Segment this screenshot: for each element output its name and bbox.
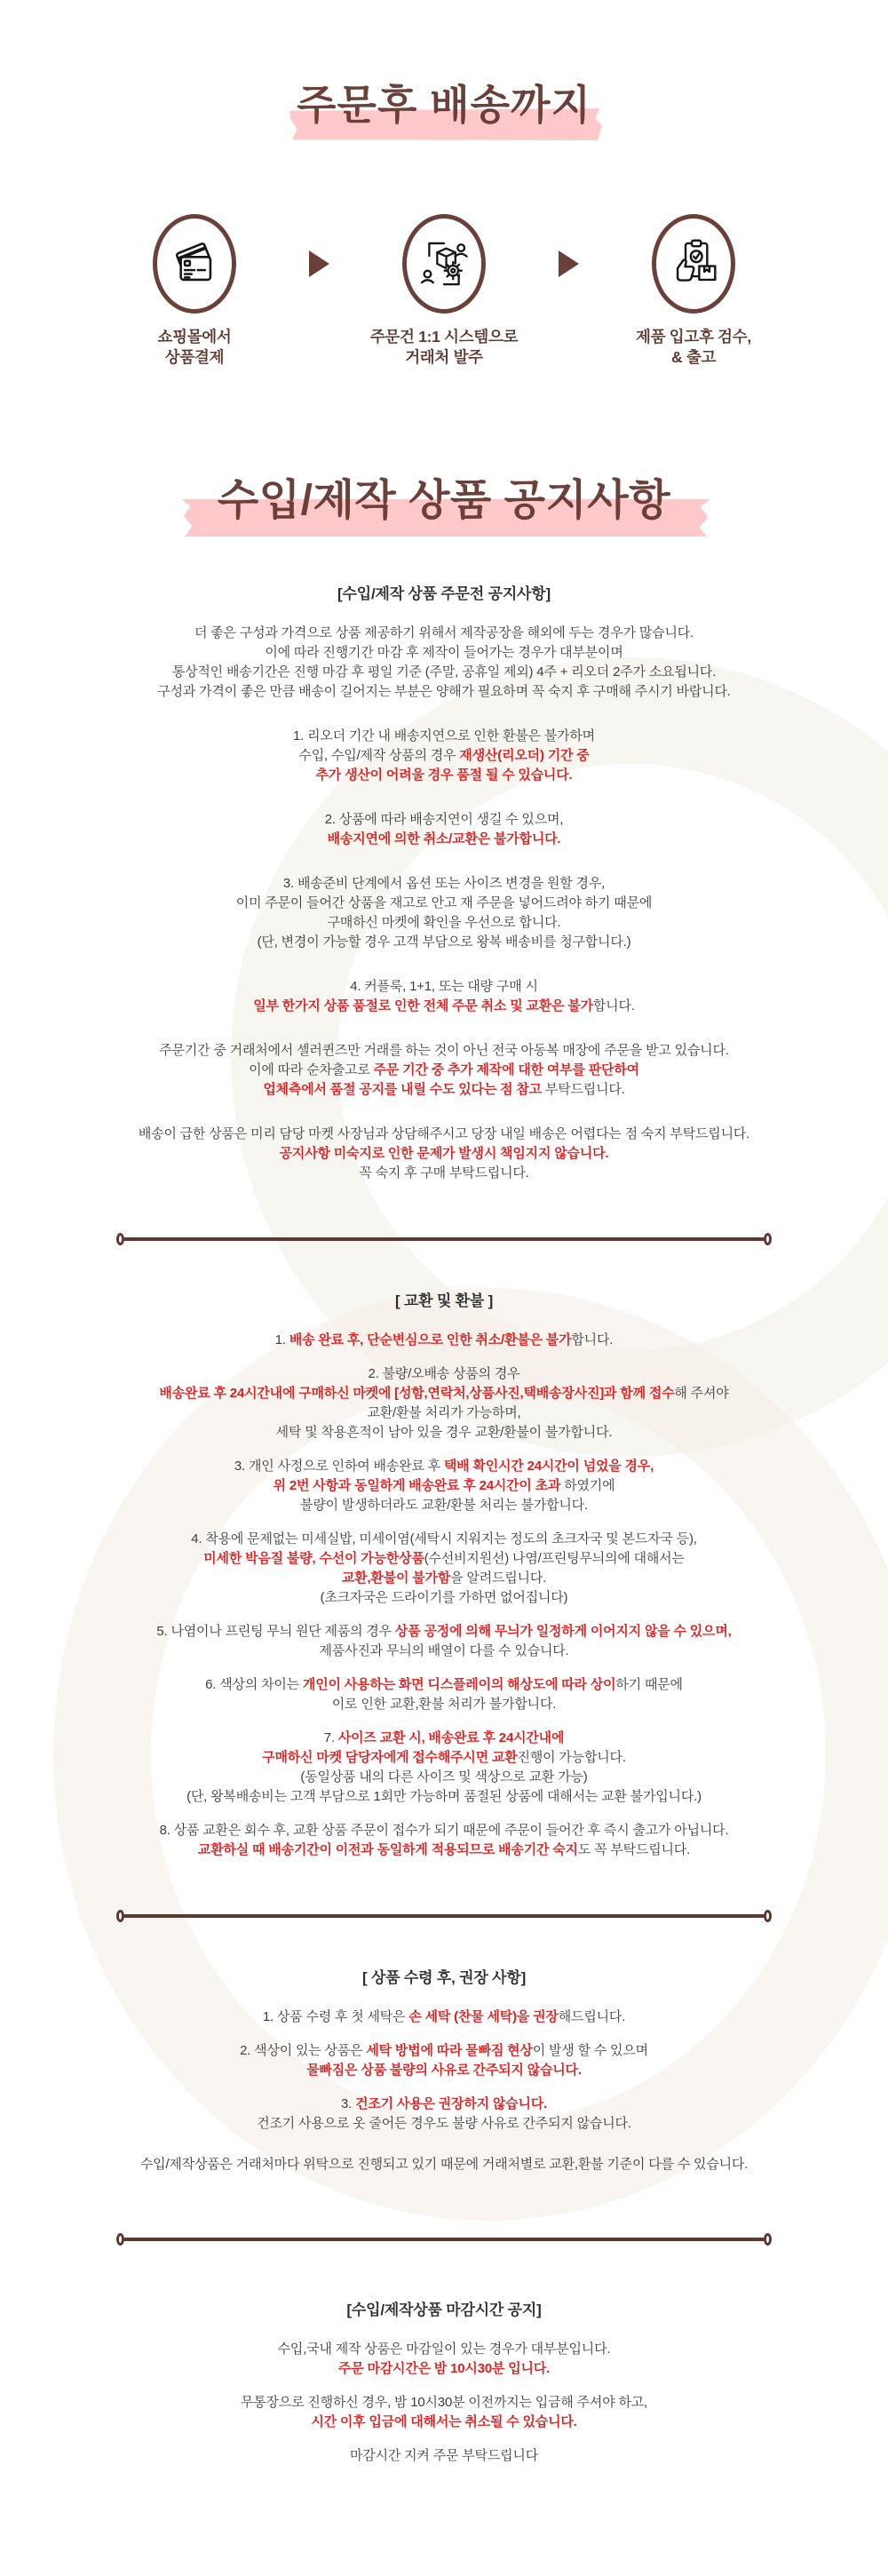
- step-label-line: 거래처 발주: [405, 348, 483, 366]
- notice-line: [0, 810, 888, 830]
- emphasis-text: 배송지연에 의한 취소/교환은 불가합니다.: [327, 831, 561, 847]
- plain-text: 도 꼭 부탁드립니다.: [577, 1842, 691, 1857]
- notice-line: [0, 2393, 888, 2413]
- notice-line: [0, 1423, 888, 1443]
- notice-line: [0, 1787, 888, 1807]
- emphasis-text: 공지사항 미숙지로 인한 문제가 발생시 책임지지 않습니다.: [279, 1146, 609, 1161]
- notice-line: [0, 1144, 888, 1164]
- emphasis-text: 주문 기간 중 추가 제작에 대한 여부를 판단하여: [373, 1062, 639, 1077]
- plain-text: 이에 따라 순차출고로: [249, 1062, 374, 1077]
- notice-title: 수입/제작 상품 공지사항: [217, 477, 671, 524]
- emphasis-text: 사이즈 교환 시, 배송완료 후 24시간내에: [337, 1730, 565, 1745]
- process-step-order-system: [333, 214, 555, 368]
- notice-line: [0, 1476, 888, 1496]
- emphasis-text: 물빠짐은 상품 불량의 사유로 간주되지 않습니다.: [306, 2063, 582, 2078]
- notice-line: [0, 997, 888, 1016]
- emphasis-text: 건조기 사용은 권장하지 않습니다.: [355, 2096, 547, 2111]
- plain-text: 하였기에: [560, 1478, 615, 1493]
- step-label-line: 제품 입고후 검수,: [636, 328, 751, 346]
- emphasis-text: 손 세탁 (찬물 세탁)을 권장: [408, 2009, 559, 2024]
- credit-card-icon: [153, 214, 236, 314]
- notice-paragraph: [0, 2041, 888, 2080]
- notice-line: [0, 1569, 888, 1588]
- emphasis-text: 배송 완료 후, 단순변심으로 인한 취소/환불은 불가: [289, 1332, 572, 1348]
- notice-line: [0, 1768, 888, 1787]
- notice-paragraph: [0, 1729, 888, 1807]
- notice-line: [0, 913, 888, 933]
- notice-paragraph: [0, 2155, 888, 2174]
- notice-paragraph: [0, 2008, 888, 2027]
- emphasis-text: 교환,환불이 불가함: [341, 1570, 451, 1586]
- plain-text: 7.: [323, 1730, 338, 1745]
- notice-body: [0, 584, 888, 2466]
- step-label-line: & 출고: [670, 348, 717, 366]
- emphasis-text: 택배 확인시간 24시간이 넘었을 경우,: [443, 1459, 654, 1474]
- notice-paragraph: [0, 2095, 888, 2134]
- plain-text: (동일상품 내의 다른 사이즈 및 색상으로 교환 가능): [300, 1769, 588, 1785]
- ring-icon: [764, 1233, 772, 1245]
- plain-text: 제품사진과 무늬의 배열이 다를 수 있습니다.: [319, 1643, 569, 1658]
- plain-text: (수선비지원선) 나염/프린팅무늬의에 대해서는: [424, 1551, 685, 1566]
- notice-line: [0, 2008, 888, 2027]
- notice-line: [0, 1549, 888, 1569]
- notice-line: [0, 1384, 888, 1403]
- inspection-icon: [652, 214, 735, 314]
- notice-line: [0, 830, 888, 849]
- plain-text: 1.: [274, 1332, 289, 1348]
- step-label: [583, 327, 805, 368]
- notice-paragraph: [0, 977, 888, 1016]
- emphasis-text: 미세한 박음질 불량, 수선이 가능한상품: [203, 1551, 424, 1566]
- notice-line: [0, 2155, 888, 2174]
- plain-text: 합니다.: [571, 1332, 614, 1348]
- notice-line: [0, 746, 888, 766]
- notice-line: [0, 933, 888, 952]
- emphasis-text: 상품 공정에 의해 무늬가 일정하게 이어지지 않을 수 있으며,: [394, 1624, 732, 1639]
- notice-line: [0, 1588, 888, 1608]
- emphasis-text: 추가 생산이 어려울 경우 품절 될 수 있습니다.: [315, 767, 573, 783]
- notice-line: [0, 2041, 888, 2061]
- plain-text: 주문기간 중 거래처에서 셀러퀸즈만 거래를 하는 것이 아닌 전국 아동복 매장에 주문을 받고 있습니다.: [159, 1043, 729, 1058]
- emphasis-text: 업체측에서 품절 공지를 내릴 수도 있다는 점 참고: [263, 1082, 542, 1097]
- emphasis-text: 세탁 방법에 따라 물빠짐 현상: [366, 2043, 533, 2058]
- notice-line: [0, 2413, 888, 2432]
- section-divider: [116, 1910, 772, 1922]
- plain-text: 구매하신 마켓에 확인을 우선으로 합니다.: [327, 915, 561, 930]
- plain-text: 해 주셔야: [674, 1386, 729, 1401]
- divider-line: [123, 1914, 765, 1918]
- plain-text: 6. 색상의 차이는: [205, 1677, 303, 1692]
- plain-text: 건조기 사용으로 옷 줄어든 경우도 불량 사유로 간주되지 않습니다.: [257, 2116, 631, 2131]
- plain-text: 세탁 및 착용흔적이 남아 있을 경우 교환/환불이 불가합니다.: [275, 1425, 613, 1440]
- notice-line: [0, 894, 888, 913]
- notice-paragraph: [0, 1125, 888, 1183]
- notice-paragraph: [0, 1331, 888, 1350]
- notice-paragraph: [0, 1530, 888, 1608]
- divider-line: [123, 2238, 765, 2241]
- notice-line: [0, 1729, 888, 1748]
- notice-line: [0, 2061, 888, 2080]
- plain-text: 4. 착용에 문제없는 미세실밥, 미세이염(세탁시 지워지는 정도의 초크자국 및 본드자국 등),: [191, 1531, 697, 1546]
- notice-line: [0, 1080, 888, 1100]
- plain-text: 교환/환불 처리가 가능하며,: [367, 1405, 521, 1420]
- step-label-line: 상품결제: [164, 348, 225, 366]
- notice-paragraph: [0, 2340, 888, 2379]
- notice-line: [0, 682, 888, 702]
- notice-line: [0, 1041, 888, 1061]
- plain-text: 1. 리오더 기간 내 배송지연으로 인한 환불은 불가하며: [293, 728, 595, 743]
- plain-text: (초크자국은 드라이기를 가하면 없어집니다): [320, 1590, 568, 1605]
- delivery-process-steps: [0, 214, 888, 368]
- plain-text: 3. 배송준비 단계에서 옵션 또는 사이즈 변경을 원할 경우,: [282, 876, 606, 891]
- notice-line: [0, 1457, 888, 1476]
- plain-text: 2. 색상이 있는 상품은: [240, 2043, 367, 2058]
- notice-line: [0, 1748, 888, 1768]
- notice-line: [0, 2340, 888, 2359]
- emphasis-text: 재생산(리오더) 기간 중: [459, 748, 590, 763]
- plain-text: 수입/제작상품은 거래처마다 위탁으로 진행되고 있기 때문에 거래처별로 교환,환불 기준이 다를 수 있습니다.: [139, 2157, 749, 2172]
- arrow-right-icon: [559, 250, 579, 277]
- emphasis-text: 일부 한가지 상품 품절로 인한 전체 주문 취소 및 교환은 불가: [253, 998, 593, 1014]
- plain-text: 합니다.: [592, 998, 635, 1014]
- notice-paragraph: [0, 1622, 888, 1661]
- notice-line: [0, 1642, 888, 1661]
- emphasis-text: 배송완료 후 24시간내에 구매하신 마켓에 [성함,연락처,상품사진,택배송장사진]과 함께 접수: [159, 1386, 675, 1401]
- notice-line: [0, 2446, 888, 2466]
- notice-paragraph: [0, 624, 888, 702]
- notice-paragraph: [0, 1041, 888, 1100]
- notice-paragraph: [0, 2393, 888, 2432]
- notice-line: [0, 1622, 888, 1642]
- arrow-right-icon: [309, 250, 329, 277]
- notice-line: [0, 874, 888, 894]
- notice-line: [0, 1125, 888, 1144]
- notice-line: [0, 1403, 888, 1423]
- notice-paragraph: [0, 1821, 888, 1860]
- plain-text: 3. 개인 사정으로 인하여 배송완료 후: [234, 1459, 444, 1474]
- step-label: [333, 327, 555, 368]
- emphasis-text: 개인이 사용하는 화면 디스플레이의 해상도에 따라 상이: [302, 1677, 616, 1692]
- emphasis-text: 시간 이후 입금에 대해서는 취소될 수 있습니다.: [311, 2414, 577, 2429]
- notice-paragraph: [0, 2446, 888, 2466]
- plain-text: 배송이 급한 상품은 미리 담당 마켓 사장님과 상담해주시고 당장 내일 배송은 어렵다는 점 숙지 부탁드립니다.: [138, 1126, 750, 1141]
- plain-text: 이로 인한 교환,환불 처리가 불가합니다.: [331, 1697, 557, 1712]
- plain-text: 2. 상품에 따라 배송지연이 생길 수 있으며,: [324, 812, 564, 827]
- notice-line: [0, 977, 888, 997]
- notice-line: [0, 2114, 888, 2134]
- step-label-line: 쇼핑몰에서: [157, 328, 232, 346]
- plain-text: (단, 왕복배송비는 고객 부담으로 1회만 가능하며 품절된 상품에 대해서는 교환 불가입니다.): [186, 1789, 702, 1804]
- notice-line: [0, 1530, 888, 1549]
- plain-text: 불량이 발생하더라도 교환/환불 처리는 불가합니다.: [300, 1498, 588, 1513]
- plain-text: 이에 따라 진행기간 마감 후 제작이 들어가는 경우가 대부분이며: [265, 645, 623, 660]
- notice-line: [0, 766, 888, 785]
- plain-text: 무통장으로 진행하신 경우, 밤 10시30분 이전까지는 입금해 주셔야 하고,: [240, 2395, 648, 2410]
- notice-paragraph: [0, 810, 888, 849]
- notice-line: [0, 1821, 888, 1841]
- notice-line: [0, 624, 888, 643]
- plain-text: 하기 때문에: [615, 1677, 683, 1692]
- notice-line: [0, 1061, 888, 1080]
- plain-text: 해드립니다.: [558, 2009, 626, 2024]
- plain-text: 마감시간 지켜 주문 부탁드립니다: [350, 2448, 538, 2463]
- section-header: [수입/제작상품 마감시간 공지]: [346, 2302, 542, 2318]
- emphasis-text: 위 2번 사항과 동일하게 배송완료 후 24시간이 초과: [273, 1478, 561, 1493]
- plain-text: 부탁드립니다.: [541, 1082, 625, 1097]
- section-divider: [116, 2233, 772, 2246]
- plain-text: 을 알려드립니다.: [450, 1570, 547, 1586]
- notice-line: [0, 1364, 888, 1384]
- step-label-line: 주문건 1:1 시스템으로: [369, 328, 519, 346]
- plain-text: 4. 커플룩, 1+1, 또는 대량 구매 시: [350, 979, 538, 994]
- notice-line: [0, 1695, 888, 1714]
- plain-text: 통상적인 배송기간은 진행 마감 후 평일 기준 (주말, 공휴일 제외) 4주 + 리오더 2주가 소요됩니다.: [171, 664, 717, 680]
- notice-paragraph: [0, 1364, 888, 1443]
- divider-line: [123, 1237, 765, 1241]
- section-header: [ 교환 및 환불 ]: [394, 1292, 494, 1309]
- notice-section-title: [218, 476, 670, 526]
- emphasis-text: 교환하실 때 배송기간이 이전과 동일하게 적용되므로 배송기간 숙지: [197, 1842, 578, 1857]
- notice-paragraph: [0, 874, 888, 952]
- plain-text: 5. 나염이나 프린팅 무늬 원단 제품의 경우: [156, 1624, 395, 1639]
- notice-paragraph: [0, 727, 888, 785]
- notice-line: [0, 1496, 888, 1515]
- plain-text: 수입, 수입/제작 상품의 경우: [298, 748, 460, 763]
- notice-line: [0, 1164, 888, 1183]
- ring-icon: [764, 1910, 772, 1922]
- plain-text: 구성과 가격이 좋은 만큼 배송이 길어지는 부분은 양해가 필요하며 꼭 숙지 후 구매해 주시기 바랍니다.: [157, 684, 731, 699]
- order-system-icon: [402, 214, 486, 314]
- plain-text: 8. 상품 교환은 회수 후, 교환 상품 주문이 접수가 되기 때문에 주문이 들어간 후 즉시 출고가 아닙니다.: [159, 1823, 729, 1838]
- plain-text: (단, 변경이 가능할 경우 고객 부담으로 왕복 배송비를 청구합니다.): [257, 934, 631, 950]
- notice-line: [0, 2095, 888, 2114]
- delivery-process-title: [297, 82, 591, 129]
- plain-text: 더 좋은 구성과 가격으로 상품 제공하기 위해서 제작공장을 해외에 두는 경우가 많습니다.: [194, 625, 694, 640]
- section-divider: [116, 1233, 772, 1245]
- notice-line: [0, 663, 888, 682]
- notice-paragraph: [0, 1457, 888, 1515]
- section-header: [수입/제작 상품 주문전 공지사항]: [337, 585, 551, 602]
- notice-line: [0, 727, 888, 746]
- plain-text: 이미 주문이 들어간 상품을 재고로 안고 재 주문을 넣어드려야 하기 때문에: [235, 895, 653, 910]
- process-step-payment: [83, 214, 305, 368]
- plain-text: 수입,국내 제작 상품은 마감일이 있는 경우가 대부분입니다.: [277, 2341, 611, 2357]
- emphasis-text: 주문 마감시간은 밤 10시30분 입니다.: [337, 2361, 551, 2376]
- notice-line: [0, 1331, 888, 1350]
- plain-text: 1. 상품 수령 후 첫 세탁은: [262, 2009, 409, 2024]
- plain-text: 꼭 숙지 후 구매 부탁드립니다.: [359, 1165, 529, 1181]
- emphasis-text: 구매하신 마켓 담당자에게 접수해주시면 교환: [262, 1750, 518, 1765]
- process-step-inspection: [583, 214, 805, 368]
- step-label: [83, 327, 305, 368]
- plain-text: 2. 불량/오배송 상품의 경우: [368, 1366, 520, 1381]
- plain-text: 진행이 가능합니다.: [517, 1750, 626, 1765]
- ring-icon: [764, 2233, 772, 2246]
- plain-text: 이 발생 할 수 있으며: [532, 2043, 648, 2058]
- section-header: [ 상품 수령 후, 권장 사항]: [361, 1969, 527, 1986]
- notice-line: [0, 1675, 888, 1695]
- notice-line: [0, 1841, 888, 1860]
- notice-line: [0, 2359, 888, 2379]
- page-title: 주문후 배송까지: [297, 82, 591, 128]
- notice-paragraph: [0, 1675, 888, 1714]
- notice-line: [0, 643, 888, 663]
- plain-text: 3.: [340, 2096, 356, 2111]
